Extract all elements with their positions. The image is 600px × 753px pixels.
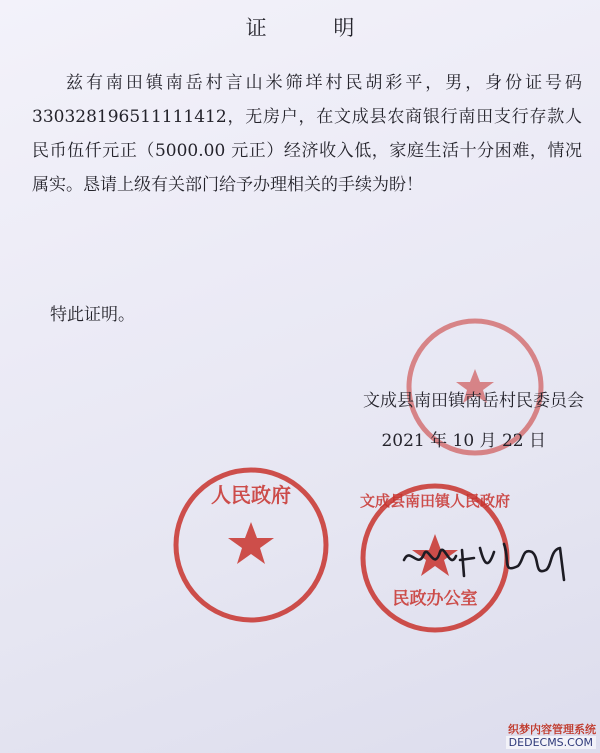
civil-seal-ring-text: 文成县南田镇人民政府 [359, 492, 511, 510]
closing-line: 特此证明。 [50, 305, 135, 325]
document-title: 证 明 [245, 16, 385, 40]
civil-seal-bottom-text: 民政办公室 [392, 589, 478, 609]
issue-date: 2021 年 10 月 22 日 [381, 431, 546, 451]
issuer-name: 文成县南田镇南岳村民委员会 [363, 391, 584, 411]
body-paragraph: 兹有南田镇南岳村言山米筛垟村民胡彩平，男，身份证号码 330328196511111412，无房户，在文成县农商银行南田支行存款人民币伍仟元正（5000.00 元正）经济收入低，家庭生活十分困难，情况属实。恳请上级有关部门给予办理相关的手续为盼！ [32, 73, 582, 195]
handwritten-signature [400, 530, 575, 590]
town-government-seal [168, 462, 334, 628]
watermark-cn: 织梦内容管理系统 [508, 723, 596, 736]
document-body [32, 66, 582, 202]
town-seal-text: 人民政府 [211, 483, 291, 507]
watermark [506, 723, 596, 749]
watermark-url: DEDECMS.COM [506, 736, 596, 749]
